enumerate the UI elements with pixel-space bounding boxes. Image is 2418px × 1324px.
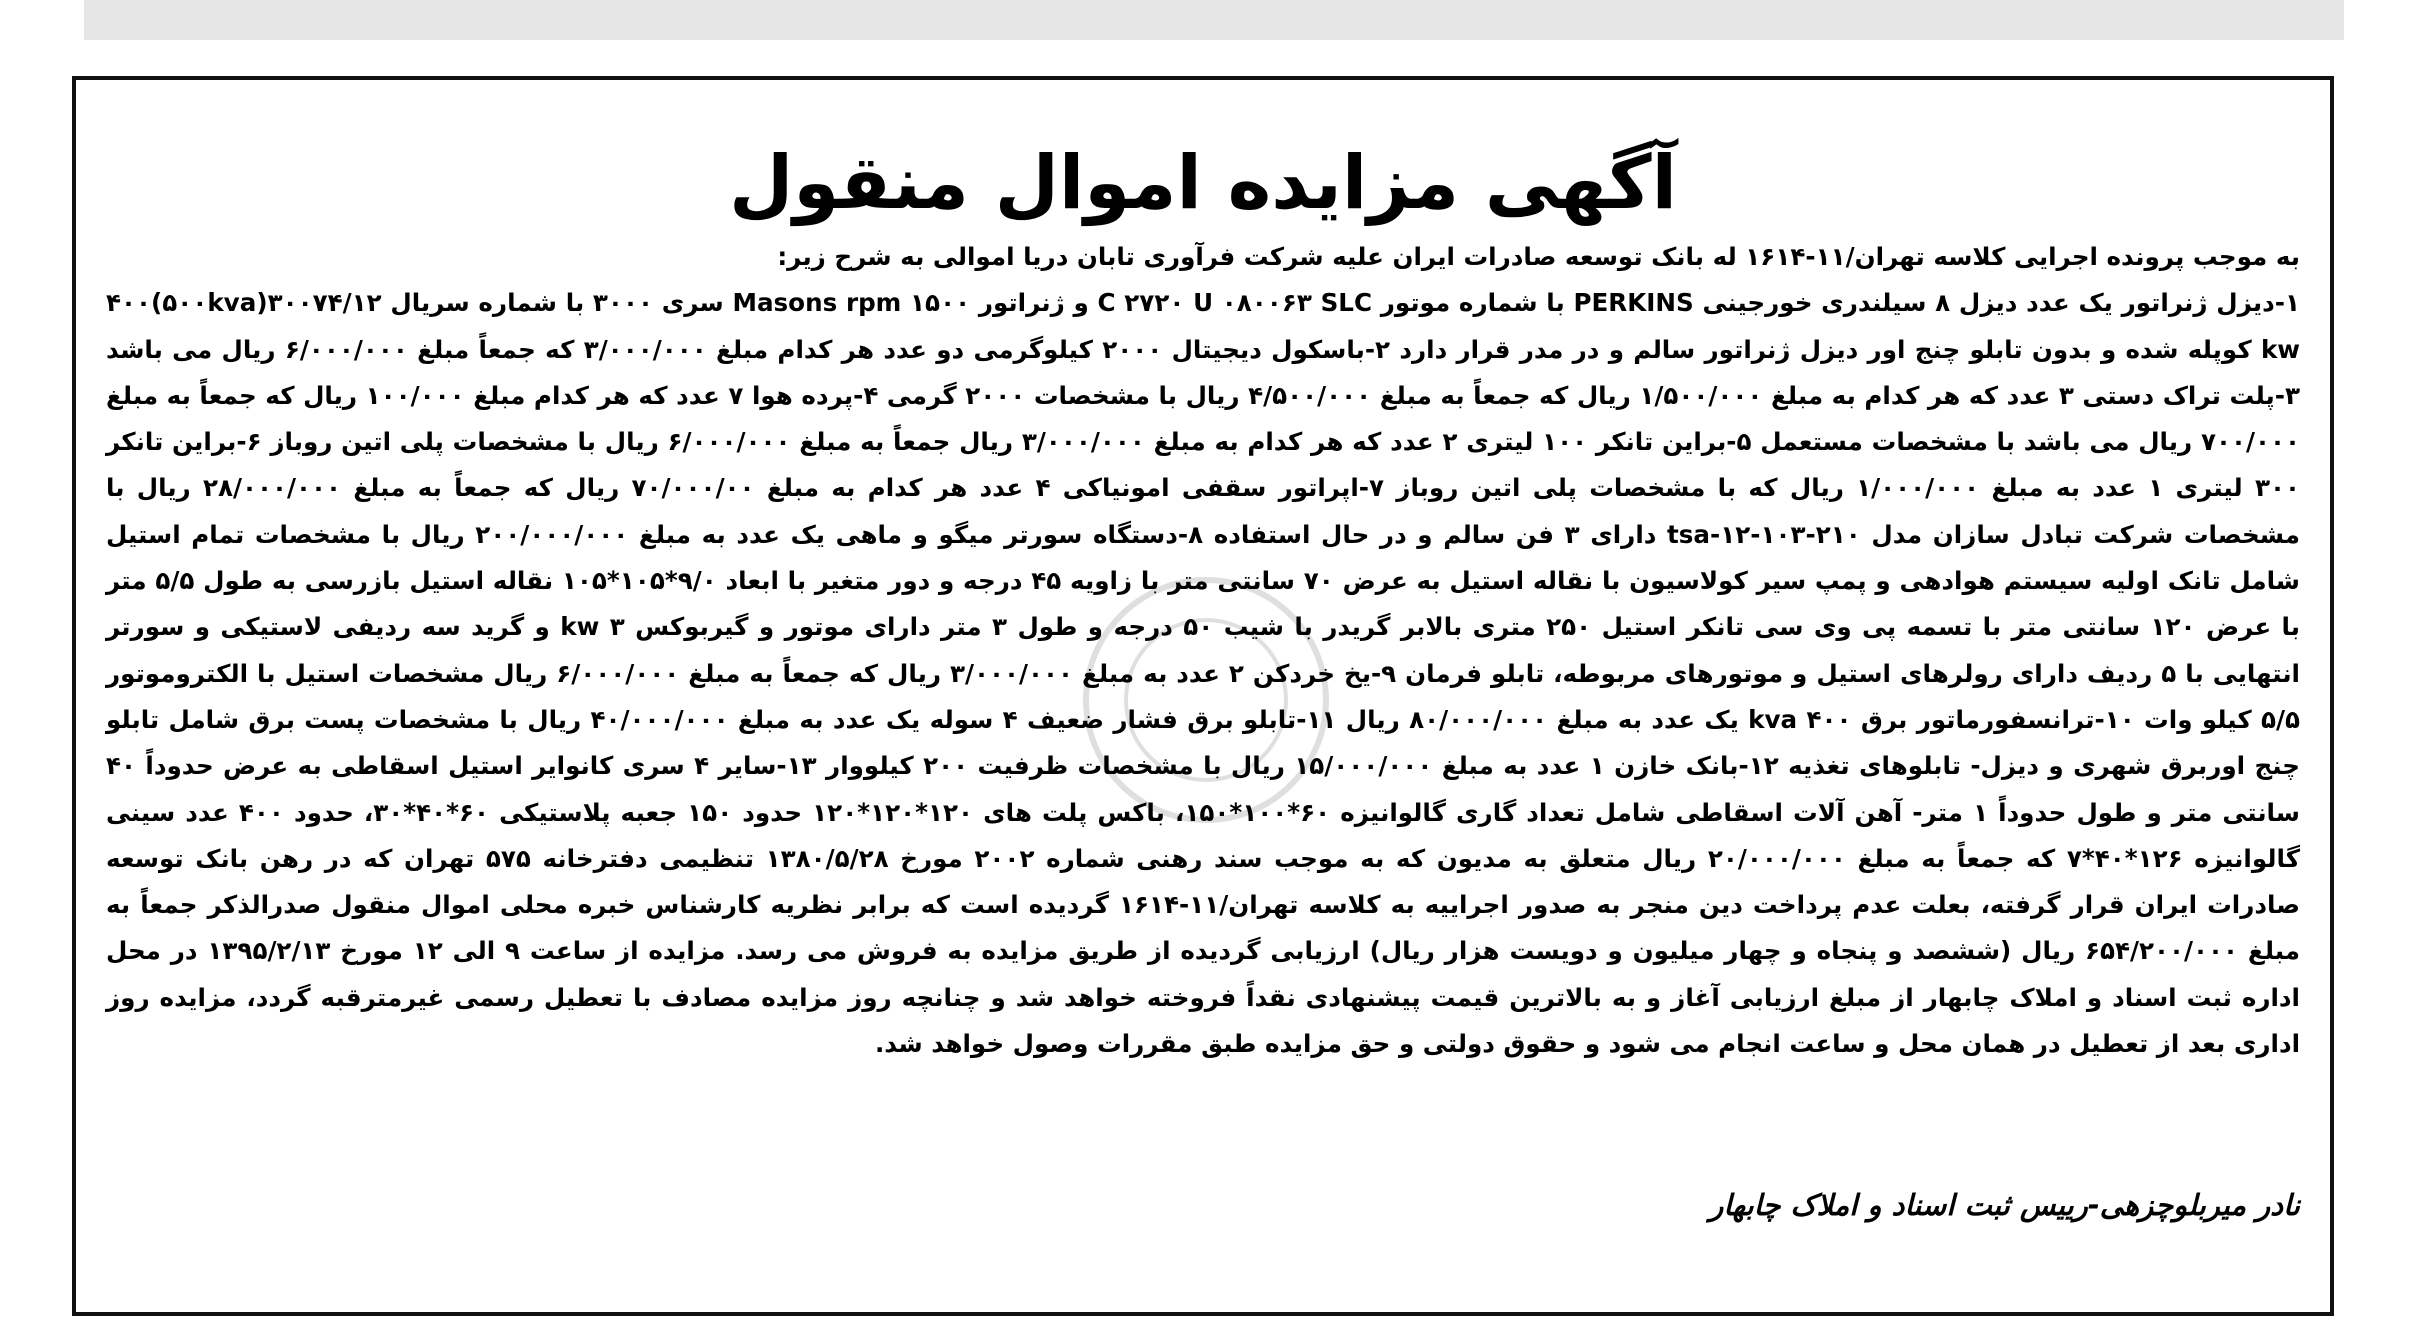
top-gray-bar [84, 0, 2344, 40]
notice-signature: نادر میربلوچزهی-رییس ثبت اسناد و املاک چابهار [1709, 1188, 2300, 1222]
notice-title: آگهی مزایده اموال منقول [729, 140, 1677, 226]
notice-intro-paragraph: به موجب پرونده اجرایی کلاسه تهران/۱۱-۱۶۱۴ له بانک توسعه صادرات ایران علیه شرکت فرآوری تابان دریا اموالی به شرح زیر: [777, 242, 2300, 271]
auction-notice [72, 76, 2334, 1316]
notice-items-paragraph: ۱-دیزل ژنراتور یک عدد دیزل ۸ سیلندری خورجینی PERKINS با شماره موتور C ۲۷۲۰ U ۰۸۰۰۶۳ SLC و ژنراتور Masons rpm ۱۵۰۰ سری ۳۰۰۰ با شماره سریال ۳۰۰۷۴/۱۲(۵۰۰kva)۴۰۰ kw کوپله شده و بدون تابلو چنج اور دیزل ژنراتور سالم و در مدر قرار دارد ۲-باسکول دیجیتال ۲۰۰۰ کیلوگرمی دو عدد هر کدام مبلغ ۳/۰۰۰/۰۰۰ که جمعاً مبلغ ۶/۰۰۰/۰۰۰ ریال می باشد ۳-پلت تراک دستی ۳ عدد که هر کدام به مبلغ ۱/۵۰۰/۰۰۰ ریال که جمعاً به مبلغ ۴/۵۰۰/۰۰۰ ریال با مشخصات ۲۰۰۰ گرمی ۴-پرده هوا ۷ عدد که هر کدام مبلغ ۱۰۰/۰۰۰ ریال که جمعاً به مبلغ ۷۰۰/۰۰۰ ریال می باشد با مشخصات مستعمل ۵-براین تانکر ۱۰۰ لیتری ۲ عدد که هر کدام به مبلغ ۳/۰۰۰/۰۰۰ ریال جمعاً به مبلغ ۶/۰۰۰/۰۰۰ ریال با مشخصات پلی اتین روباز ۶-براین تانکر ۳۰۰ لیتری ۱ عدد به مبلغ ۱/۰۰۰/۰۰۰ ریال که با مشخصات پلی اتین روباز ۷-اپراتور سقفی امونیاکی ۴ عدد هر کدام به مبلغ ۷۰/۰۰۰/۰۰ ریال که جمعاً به مبلغ ۲۸/۰۰۰/۰۰۰ ریال با مشخصات شرکت تبادل سازان مدل ۲۱۰-۱۰۳-۱۲-tsa دارای ۳ فن سالم و در حال استفاده ۸-دستگاه سورتر میگو و ماهی یک عدد به مبلغ ۲۰۰/۰۰۰/۰۰۰ ریال با مشخصات تمام استیل شامل تانک اولیه سیستم هوادهی و پمپ سیر کولاسیون با نقاله استیل به عرض ۷۰ سانتی متر با زاویه ۴۵ درجه و دور متغیر با ابعاد ۹/۰*۱۰۵*۱۰۵ نقاله استیل بازرسی به طول ۵/۵ متر با عرض ۱۲۰ سانتی متر با تسمه پی وی سی تانکر استیل ۲۵۰ متری بالابر گریدر با شیب ۵۰ درجه و طول ۳ متر دارای موتور و گیربوکس kw ۳ و گرید سه ردیفی لاستیکی و سورتر انتهایی با ۵ ردیف دارای رولرهای استیل و موتورهای مربوطه، تابلو فرمان ۹-یخ خردکن ۲ عدد به مبلغ ۳/۰۰۰/۰۰۰ ریال که جمعاً به مبلغ ۶/۰۰۰/۰۰۰ ریال مشخصات استیل با الکتروموتور ۵/۵ کیلو وات ۱۰-ترانسفورماتور برق kva ۴۰۰ یک عدد به مبلغ ۸۰/۰۰۰/۰۰۰ ریال ۱۱-تابلو برق فشار ضعیف ۴ سوله یک عدد به مبلغ ۴۰/۰۰۰/۰۰۰ ریال با مشخصات پست برق شامل تابلو چنج اوربرق شهری و دیزل- تابلوهای تغذیه ۱۲-بانک خازن ۱ عدد به مبلغ ۱۵/۰۰۰/۰۰۰ ریال با مشخصات ظرفیت ۲۰۰ کیلووار ۱۳-سایر ۴ سری کانوایر استیل اسقاطی به عرض حدوداً ۴۰ سانتی متر و طول حدوداً ۱ متر- آهن آلات اسقاطی شامل تعداد گاری گالوانیزه ۶۰*۱۰۰*۱۵۰، باکس پلت های ۱۲۰*۱۲۰*۱۲۰ حدود ۱۵۰ جعبه پلاستیکی ۶۰*۴۰*۳۰، حدود ۴۰۰ عدد سینی گالوانیزه ۱۲۶*۴۰*۷ که جمعاً به مبلغ ۲۰/۰۰۰/۰۰۰ ریال متعلق به مدیون که به موجب سند رهنی شماره ۲۰۰۲ مورخ ۱۳۸۰/۵/۲۸ تنظیمی دفترخانه ۵۷۵ تهران که در رهن بانک توسعه صادرات ایران قرار گرفته، بعلت عدم پرداخت دین منجر به صدور اجراییه به کلاسه تهران/۱۱-۱۶۱۴ گردیده است که برابر نظریه کارشناس خبره محلی اموال منقول صدرالذکر جمعاً به مبلغ ۶۵۴/۲۰۰/۰۰۰ ریال (ششصد و پنجاه و چهار میلیون و دویست هزار ریال) ارزیابی گردیده از طریق مزایده به فروش می رسد. مزایده از ساعت ۹ الی ۱۲ مورخ ۱۳۹۵/۲/۱۳ در محل اداره ثبت اسناد و املاک چابهار از مبلغ ارزیابی آغاز و به بالاترین قیمت پیشنهادی نقداً فروخته خواهد شد و چنانچه روز مزایده مصادف با تعطیل رسمی غیرمترقبه گردد، مزایده روز اداری بعد از تعطیل در همان محل و ساعت انجام می شود و حقوق دولتی و حق مزایده طبق مقررات وصول خواهد شد. [106, 288, 2301, 1059]
notice-body [106, 234, 2300, 1067]
